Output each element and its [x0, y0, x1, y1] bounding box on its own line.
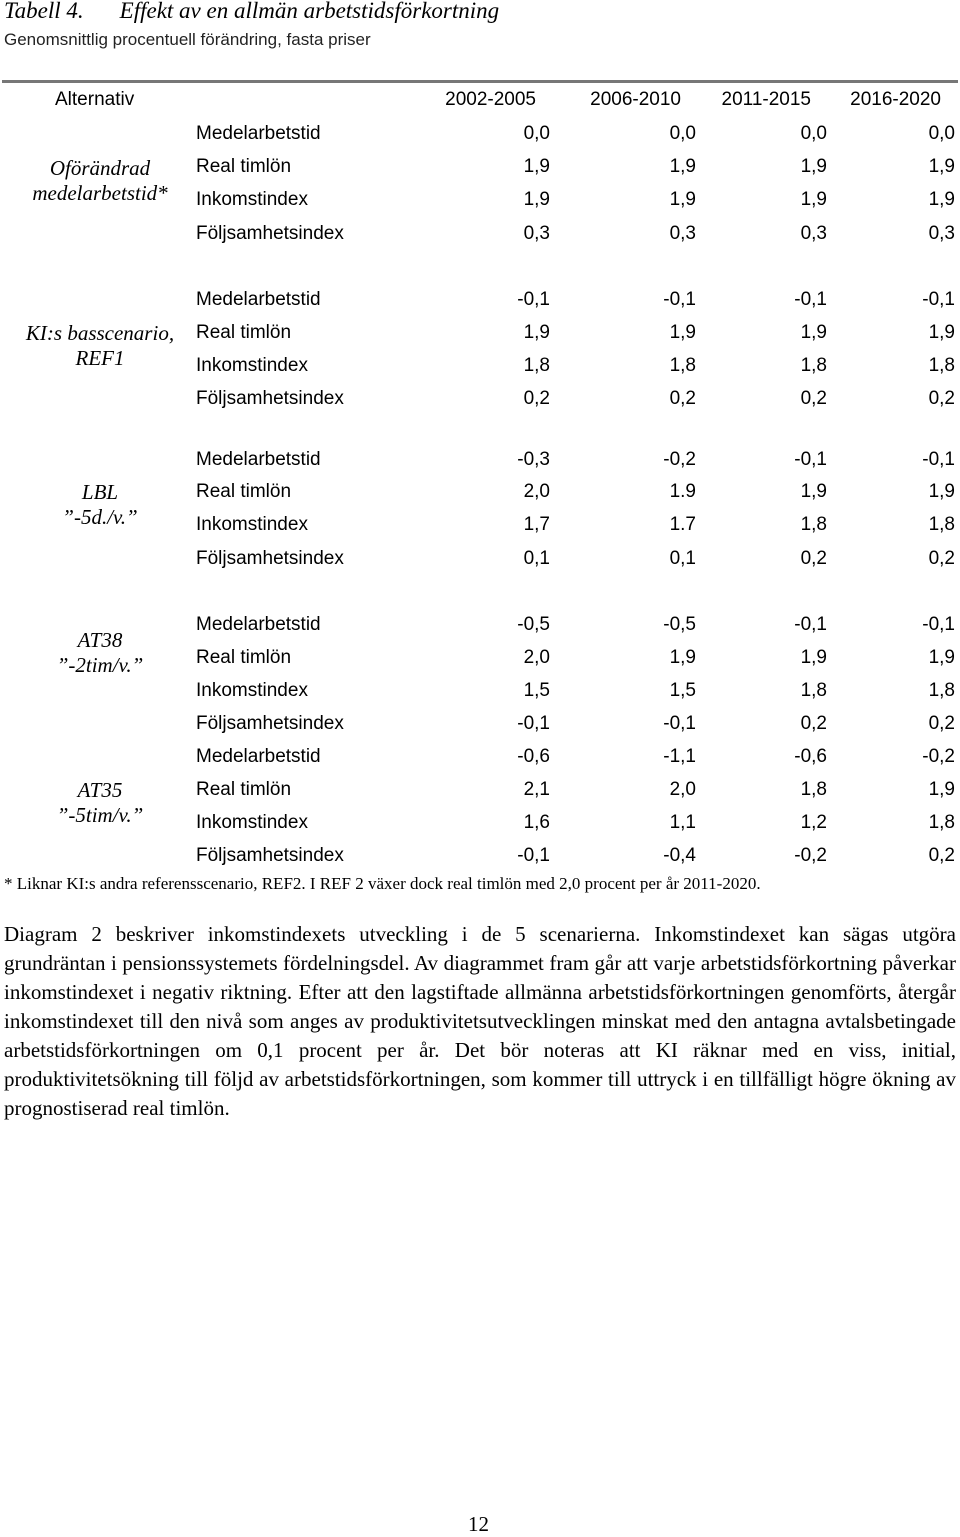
cell-value: 1,9: [800, 647, 827, 668]
cell-value: 2,0: [523, 481, 550, 502]
cell-value: 1,8: [800, 514, 827, 535]
row-label: Real timlön: [196, 322, 292, 343]
cell-value: 1,9: [669, 156, 696, 177]
row-label: Real timlön: [196, 481, 292, 502]
cell-value: -0,5: [663, 614, 696, 635]
cell-value: 1,9: [928, 481, 955, 502]
cell-value: 0,3: [669, 223, 696, 244]
group-label-line: AT38: [77, 628, 123, 652]
cell-value: 0,3: [523, 223, 550, 244]
cell-value: -0,1: [663, 289, 696, 310]
group-label-line: ”-2tim/v.”: [56, 653, 144, 677]
cell-value: 0,2: [669, 388, 696, 409]
row-label: Inkomstindex: [196, 812, 308, 833]
cell-value: 1,8: [928, 514, 955, 535]
cell-value: 0,2: [800, 713, 827, 734]
cell-value: 1,9: [669, 647, 696, 668]
cell-value: -0,1: [794, 289, 827, 310]
table-row: [0, 647, 960, 680]
table-row: [0, 289, 960, 322]
cell-value: 1,9: [928, 779, 955, 800]
cell-value: 1,9: [928, 156, 955, 177]
cell-value: 2,0: [523, 647, 550, 668]
page-number: 12: [468, 1512, 489, 1536]
cell-value: 1,9: [800, 481, 827, 502]
alternative-header: Alternativ: [55, 89, 135, 110]
group-label-line: AT35: [77, 778, 123, 802]
cell-value: 1.7: [669, 514, 696, 535]
cell-value: 1,8: [523, 355, 550, 376]
cell-value: 0,0: [669, 123, 696, 144]
row-label: Följsamhetsindex: [196, 388, 344, 409]
table-row: [0, 614, 960, 647]
cell-value: 1,8: [928, 680, 955, 701]
body-paragraph: Diagram 2 beskriver inkomstindexets utveckling i de 5 scenarierna. Inkomstindexet kan sägas utgöra grundräntan i pensionssystemets fördelningsdel. Av diagrammet fram går att varje arbetstidsförkortning påverkar inkomstindexet i negativ riktning. Efter att den lagstiftade allmänna arbetstidsförkortningen genomförts, återgår inkomstindexet till den nivå som anges av produktivitetsutvecklingen minskat med den antagna avtalsbetingade arbetstidsförkortningen om 0,1 procent per år. Det bör noteras att KI räknar med en viss, initial, produktivitetsökning till följd av arbetstidsförkortningen, som kommer till uttryck i en tillfälligt högre ökning av prognostiserad real timlön.: [4, 922, 956, 1120]
row-label: Följsamhetsindex: [196, 223, 344, 244]
row-label: Följsamhetsindex: [196, 845, 344, 866]
cell-value: -0,1: [663, 713, 696, 734]
period-header-3: 2011-2015: [721, 89, 811, 110]
row-label: Real timlön: [196, 156, 292, 177]
period-header-2: 2006-2010: [590, 89, 681, 110]
cell-value: -0,6: [517, 746, 550, 767]
cell-value: 1,8: [928, 812, 955, 833]
table-row: [0, 481, 960, 514]
table-row: [0, 223, 960, 256]
cell-value: 0,2: [928, 713, 955, 734]
row-label: Följsamhetsindex: [196, 713, 344, 734]
table-footnote: * Liknar KI:s andra referensscenario, REF2. I REF 2 växer dock real timlön med 2,0 procent per år 2011-2020.: [4, 874, 761, 893]
cell-value: 0,3: [928, 223, 955, 244]
row-label: Medelarbetstid: [196, 289, 321, 310]
cell-value: -1,1: [663, 746, 696, 767]
group-label-line: LBL: [81, 480, 119, 504]
cell-value: -0,2: [922, 746, 955, 767]
cell-value: -0,1: [794, 449, 827, 470]
cell-value: -0,1: [922, 449, 955, 470]
cell-value: 1,7: [523, 514, 550, 535]
row-label: Inkomstindex: [196, 514, 308, 535]
table-row: [0, 812, 960, 845]
cell-value: 1,9: [800, 322, 827, 343]
cell-value: -0,2: [794, 845, 827, 866]
row-label: Inkomstindex: [196, 189, 308, 210]
cell-value: -0,2: [663, 449, 696, 470]
cell-value: 1,9: [928, 189, 955, 210]
cell-value: 1,9: [800, 156, 827, 177]
cell-value: 2,1: [523, 779, 550, 800]
row-label: Medelarbetstid: [196, 746, 321, 767]
cell-value: 0,2: [800, 548, 827, 569]
cell-value: 0,1: [669, 548, 696, 569]
cell-value: 0,2: [928, 548, 955, 569]
cell-value: -0,1: [517, 289, 550, 310]
table-row: [0, 449, 960, 482]
cell-value: 1,9: [523, 322, 550, 343]
cell-value: 1,8: [800, 355, 827, 376]
row-label: Inkomstindex: [196, 680, 308, 701]
group-label-line: Oförändrad: [49, 156, 151, 180]
cell-value: 1.9: [669, 481, 696, 502]
cell-value: 1,8: [800, 779, 827, 800]
cell-value: 0,2: [800, 388, 827, 409]
cell-value: 0,0: [928, 123, 955, 144]
cell-value: -0,1: [794, 614, 827, 635]
cell-value: 0,2: [523, 388, 550, 409]
table-row: [0, 746, 960, 779]
cell-value: 0,3: [800, 223, 827, 244]
table-top-rule: [2, 80, 958, 83]
cell-value: -0,6: [794, 746, 827, 767]
group-label-line: ”-5d./v.”: [62, 505, 138, 529]
row-label: Följsamhetsindex: [196, 548, 344, 569]
cell-value: 1,6: [523, 812, 550, 833]
cell-value: -0,4: [663, 845, 696, 866]
cell-value: 1,9: [523, 156, 550, 177]
cell-value: 1,9: [523, 189, 550, 210]
row-label: Inkomstindex: [196, 355, 308, 376]
cell-value: 1,8: [669, 355, 696, 376]
cell-value: -0,1: [922, 289, 955, 310]
cell-value: 1,1: [669, 812, 696, 833]
cell-value: 1,2: [800, 812, 827, 833]
table-row: [0, 779, 960, 812]
row-label: Medelarbetstid: [196, 123, 321, 144]
cell-value: 1,9: [669, 189, 696, 210]
cell-value: -0,5: [517, 614, 550, 635]
group-label-line: KI:s basscenario,: [25, 321, 175, 345]
table-row: [0, 514, 960, 547]
cell-value: 1,9: [928, 322, 955, 343]
cell-value: 2,0: [669, 779, 696, 800]
group-label-line: REF1: [75, 346, 125, 370]
table-row: [0, 680, 960, 713]
cell-value: 0,2: [928, 845, 955, 866]
cell-value: -0,3: [517, 449, 550, 470]
table-row: [0, 156, 960, 189]
cell-value: -0,1: [517, 713, 550, 734]
cell-value: 1,8: [800, 680, 827, 701]
cell-value: 0,0: [800, 123, 827, 144]
row-label: Medelarbetstid: [196, 449, 321, 470]
cell-value: 1,9: [800, 189, 827, 210]
table-row: [0, 189, 960, 222]
table-row: [0, 322, 960, 355]
cell-value: -0,1: [517, 845, 550, 866]
table-row: [0, 123, 960, 156]
cell-value: 0,0: [523, 123, 550, 144]
table-subtitle: Genomsnittlig procentuell förändring, fasta priser: [4, 30, 371, 49]
period-header-4: 2016-2020: [850, 89, 941, 110]
table-row: [0, 548, 960, 581]
cell-value: 0,2: [928, 388, 955, 409]
table-row: [0, 713, 960, 746]
row-label: Real timlön: [196, 779, 292, 800]
group-label-line: medelarbetstid*: [32, 181, 168, 205]
cell-value: 0,1: [523, 548, 550, 569]
table-title: [4, 0, 499, 24]
cell-value: 1,5: [669, 680, 696, 701]
table-row: [0, 388, 960, 421]
cell-value: 1,8: [928, 355, 955, 376]
cell-value: 1,5: [523, 680, 550, 701]
period-header-1: 2002-2005: [445, 89, 536, 110]
row-label: Real timlön: [196, 647, 292, 668]
table-number: Tabell 4.: [4, 0, 84, 23]
cell-value: 1,9: [928, 647, 955, 668]
table-row: [0, 355, 960, 388]
row-label: Medelarbetstid: [196, 614, 321, 635]
group-label-line: ”-5tim/v.”: [56, 803, 144, 827]
cell-value: -0,1: [922, 614, 955, 635]
table-heading: Effekt av en allmän arbetstidsförkortning: [119, 0, 500, 23]
cell-value: 1,9: [669, 322, 696, 343]
